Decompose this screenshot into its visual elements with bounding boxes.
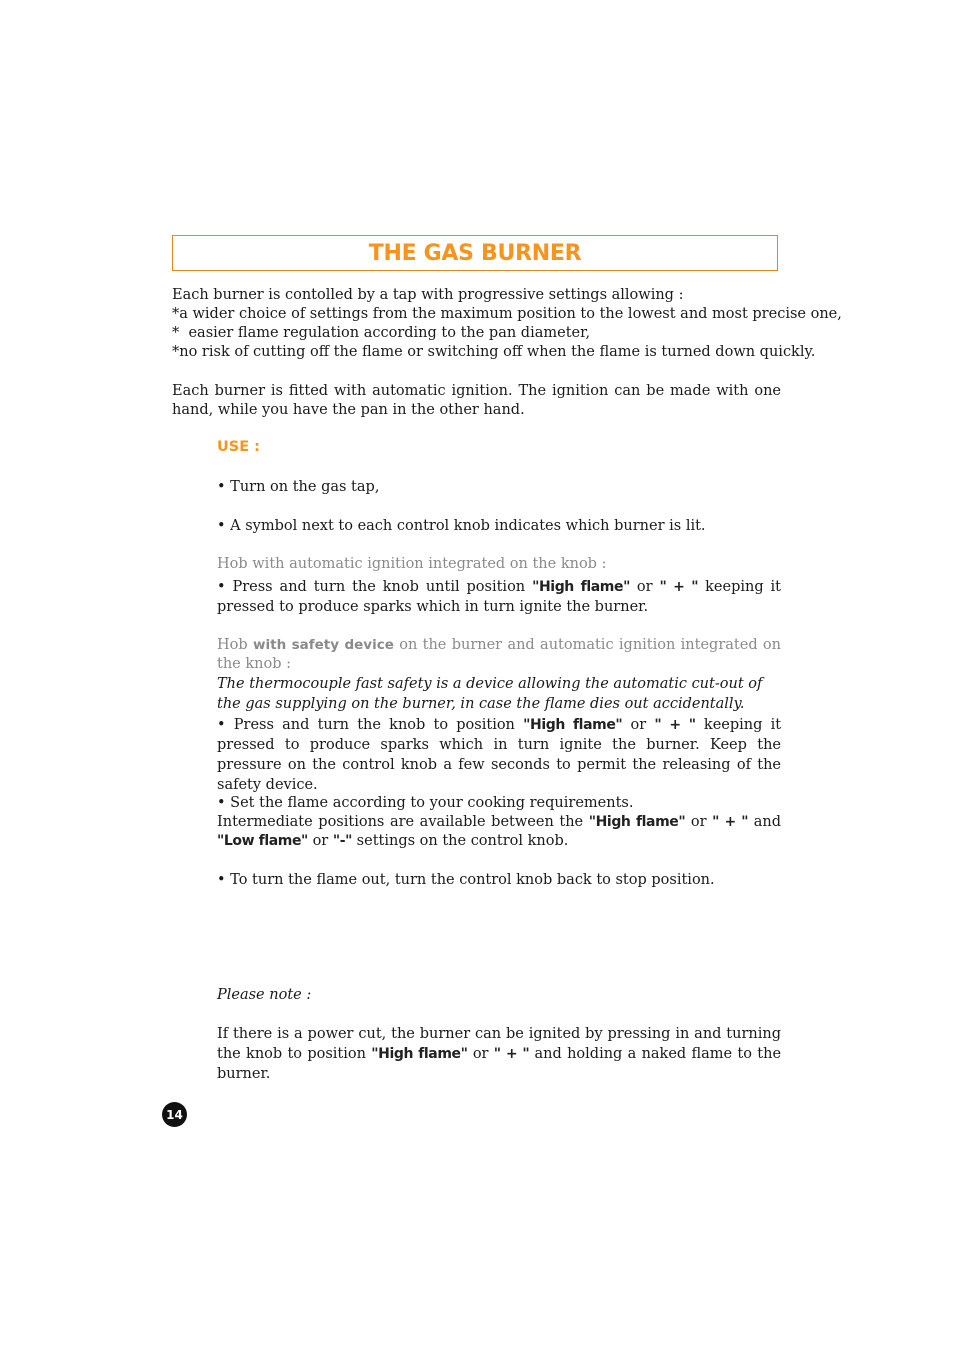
plus-term: " + " <box>654 717 696 733</box>
page-title: THE GAS BURNER <box>368 240 582 266</box>
step-symbol: • A symbol next to each control knob indicates which burner is lit. <box>217 518 706 534</box>
use-heading: USE : <box>217 439 260 455</box>
high-flame-term: "High flame" <box>532 579 630 595</box>
intro-item: * no risk of cutting off the flame or switching off when the flame is turned down quickly. <box>172 344 816 360</box>
set-flame-line: • Set the flame according to your cooking requirements. <box>217 795 634 811</box>
title-box <box>172 235 778 271</box>
turn-out-line: • To turn the flame out, turn the control knob back to stop position. <box>217 872 715 888</box>
minus-term: "-" <box>332 833 353 849</box>
knob-ignition-heading: Hob with automatic ignition integrated on the knob : <box>217 556 607 572</box>
plus-term: " + " <box>493 1046 530 1062</box>
plus-term: " + " <box>659 579 699 595</box>
plus-term: " + " <box>712 814 749 830</box>
high-flame-term: "High flame" <box>523 717 623 733</box>
note-paragraph: If there is a power cut, the burner can be ignited by pressing in and turning the knob to position "High flame" or " + " and holding a naked flame to the burner. <box>217 1026 782 1082</box>
high-flame-term: "High flame" <box>371 1046 468 1062</box>
safety-heading: Hob with safety device on the burner and automatic ignition integrated on the knob : <box>217 637 782 672</box>
intro-item: * a wider choice of settings from the maximum position to the lowest and most precise one, <box>172 306 842 322</box>
low-flame-term: "Low flame" <box>217 833 308 849</box>
high-flame-term: "High flame" <box>588 814 686 830</box>
step-turn-on: • Turn on the gas tap, <box>217 479 380 495</box>
safety-note: The thermocouple fast safety is a device allowing the automatic cut-out of the gas supplying on the burner, in case the flame dies out accidentally. <box>217 676 763 712</box>
set-flame-paragraph: Intermediate positions are available between the "High flame" or " + " and "Low flame" or "-" settings on the control knob. <box>217 814 782 849</box>
intro-lead: Each burner is contolled by a tap with progressive settings allowing : <box>172 287 684 303</box>
safety-paragraph: • Press and turn the knob to position "High flame" or " + " keeping it pressed to produce sparks which in turn ignite the burner. Keep the pressure on the control knob a few seconds to permit the releasing of the safety device. <box>217 717 782 793</box>
ignition-paragraph: Each burner is fitted with automatic ignition. The ignition can be made with one hand, while you have the pan in the other hand. <box>172 383 781 418</box>
note-label: Please note : <box>217 987 312 1003</box>
page-number-badge: 14 <box>162 1102 187 1127</box>
intro-item: * easier flame regulation according to the pan diameter, <box>172 325 591 341</box>
knob-ignition-paragraph: • Press and turn the knob until position "High flame" or " + " keeping it pressed to produce sparks which in turn ignite the burner. <box>217 579 781 615</box>
intro-block <box>172 286 842 362</box>
